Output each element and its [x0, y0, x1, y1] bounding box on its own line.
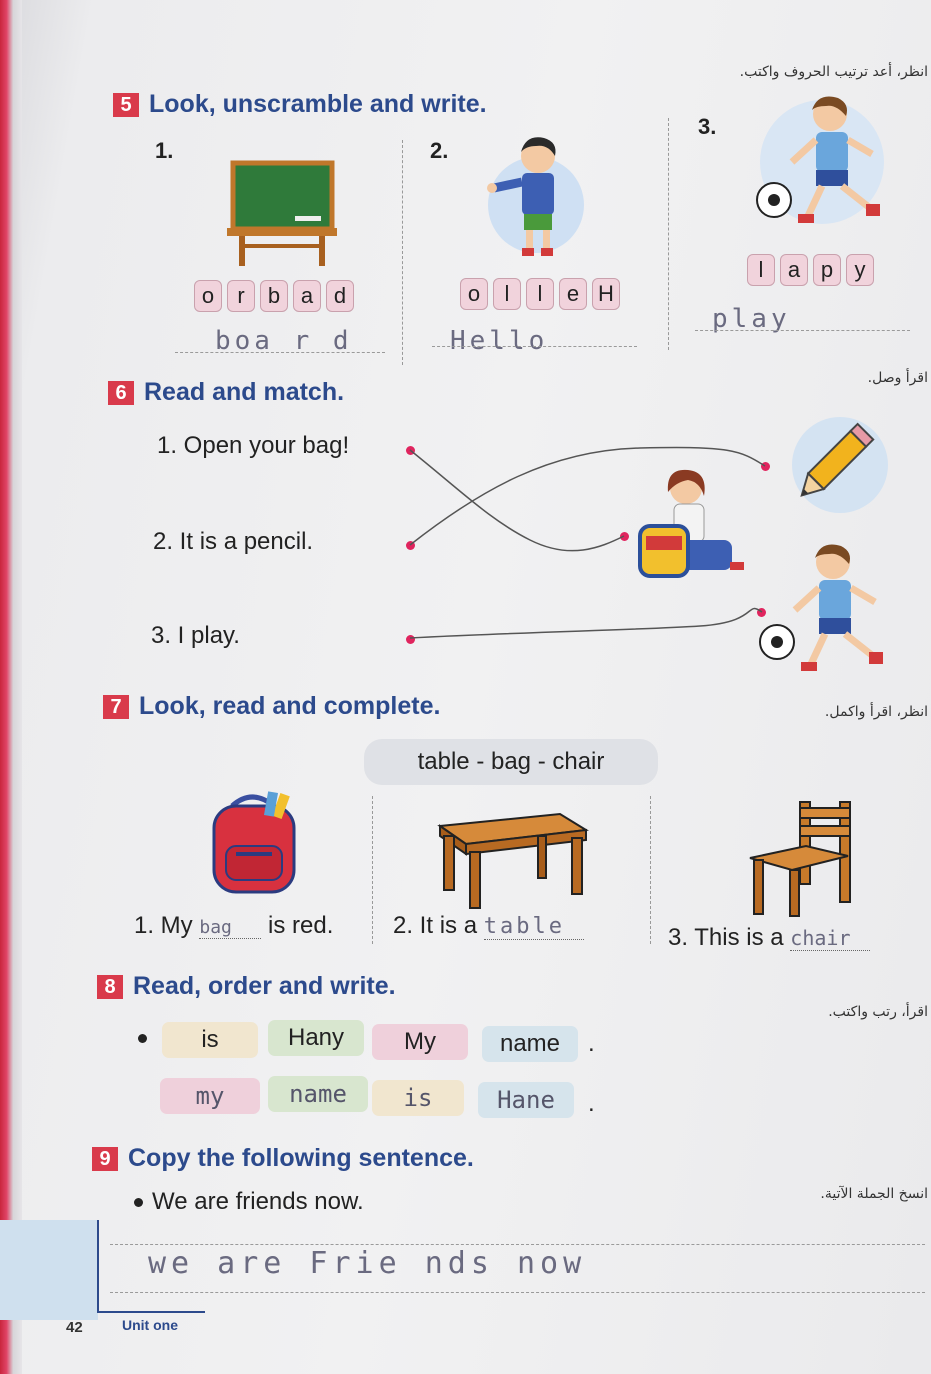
- letter-tile: y: [846, 254, 874, 286]
- s8-title: Read, order and write.: [133, 972, 396, 1000]
- letter-tile: p: [813, 254, 841, 286]
- s5-divider-2: [668, 118, 669, 350]
- bullet-icon: [134, 1198, 143, 1207]
- s5-answer-line-2: [432, 346, 637, 347]
- s6-number: 6: [108, 381, 134, 405]
- letter-tile: b: [260, 280, 288, 312]
- s6-sentence-1: 1. Open your bag!: [157, 432, 350, 459]
- chair-icon: [744, 798, 859, 918]
- boy-waving-icon: [478, 130, 584, 262]
- chalkboard-icon: [225, 160, 340, 270]
- s9-answer[interactable]: we are Frie nds now: [148, 1246, 587, 1281]
- letter-tile: o: [194, 280, 222, 312]
- s5-answer-line-3: [695, 330, 910, 331]
- s7-item1-pre: 1. My: [134, 912, 193, 939]
- s6-sentence-3: 3. I play.: [151, 622, 240, 649]
- s8-answer-1[interactable]: my: [160, 1078, 260, 1114]
- footer-rule: [97, 1311, 205, 1313]
- s8-answer-period: .: [588, 1090, 595, 1117]
- letter-tile: a: [780, 254, 808, 286]
- s5-answer-1[interactable]: boa r d: [215, 326, 353, 356]
- s5-item3-tiles: [747, 254, 879, 286]
- s6-header: [108, 378, 344, 407]
- s5-answer-line-1: [175, 352, 385, 353]
- s9-title: Copy the following sentence.: [128, 1144, 474, 1172]
- s8-answer-3[interactable]: is: [372, 1080, 464, 1116]
- letter-tile: e: [559, 278, 587, 310]
- letter-tile: a: [293, 280, 321, 312]
- page-edge: [0, 0, 22, 1374]
- s9-line-2: [110, 1292, 925, 1293]
- s7-item1-post: is red.: [268, 912, 334, 939]
- letter-tile: d: [326, 280, 354, 312]
- letter-tile: o: [460, 278, 488, 310]
- s8-answer-2[interactable]: name: [268, 1076, 368, 1112]
- letter-tile: l: [747, 254, 775, 286]
- s8-period: .: [588, 1030, 595, 1057]
- s7-item-3: [668, 924, 870, 952]
- s9-header: [92, 1144, 474, 1173]
- s5-answer-3[interactable]: play: [712, 304, 791, 334]
- bullet-icon: [138, 1034, 147, 1043]
- s5-item1-tiles: [194, 280, 359, 312]
- s8-header: [97, 972, 396, 1001]
- s9-number: 9: [92, 1147, 118, 1171]
- letter-tile: l: [493, 278, 521, 310]
- boy-soccer-icon: [755, 540, 890, 685]
- s7-item2-pre: 2. It is a: [393, 912, 478, 939]
- s8-answer-4[interactable]: Hane: [478, 1082, 574, 1118]
- corner-panel: [0, 1220, 98, 1320]
- letter-tile: r: [227, 280, 255, 312]
- s8-word-1: is: [162, 1022, 258, 1058]
- page-number: 42: [66, 1319, 83, 1336]
- s5-item3-num: 3.: [698, 114, 717, 139]
- s5-header: [113, 90, 487, 119]
- s7-item-1: [134, 912, 333, 940]
- backpack-icon: [196, 788, 311, 896]
- s9-arabic: انسخ الجملة الآتية.: [820, 1186, 928, 1202]
- s9-sentence: We are friends now.: [152, 1188, 364, 1215]
- s7-arabic: انظر، اقرأ واكمل.: [824, 704, 928, 720]
- pencil-icon: [780, 410, 890, 520]
- unit-label: Unit one: [122, 1317, 178, 1333]
- s5-item2-num: 2.: [430, 138, 449, 163]
- s9-line-1: [110, 1244, 925, 1245]
- s7-header: [103, 692, 440, 721]
- s6-arabic: اقرأ وصل.: [867, 370, 928, 386]
- s5-title: Look, unscramble and write.: [149, 90, 487, 118]
- s6-title: Read and match.: [144, 378, 345, 406]
- s7-answer-2[interactable]: table: [484, 914, 584, 940]
- s8-word-2: Hany: [268, 1020, 364, 1056]
- s5-item1-num: 1.: [155, 138, 174, 163]
- writing-area-border: [97, 1220, 99, 1312]
- s5-divider-1: [402, 140, 403, 365]
- s6-sentence-2: 2. It is a pencil.: [153, 528, 314, 555]
- s8-arabic: اقرأ، رتب واكتب.: [828, 1004, 928, 1020]
- s5-arabic: انظر، أعد ترتيب الحروف واكتب.: [739, 64, 928, 80]
- s8-number: 8: [97, 975, 123, 999]
- letter-tile: l: [526, 278, 554, 310]
- s7-answer-3[interactable]: chair: [790, 926, 870, 951]
- s7-number: 7: [103, 695, 129, 719]
- s8-word-4: name: [482, 1026, 578, 1062]
- s7-item3-pre: 3. This is a: [668, 924, 784, 951]
- s5-answer-2[interactable]: Hello: [450, 326, 549, 356]
- table-icon: [434, 808, 589, 910]
- s5-item2-tiles: [460, 278, 625, 310]
- s7-word-box: table - bag - chair: [364, 739, 658, 785]
- letter-tile: H: [592, 278, 620, 310]
- boy-soccer-icon: [752, 92, 887, 237]
- s5-number: 5: [113, 93, 139, 117]
- s7-divider-2: [650, 796, 651, 944]
- s7-title: Look, read and complete.: [139, 692, 441, 720]
- s7-answer-1[interactable]: bag: [199, 917, 261, 939]
- s7-item-2: [393, 912, 584, 940]
- girl-with-bag-icon: [636, 466, 751, 586]
- s8-word-3: My: [372, 1024, 468, 1060]
- s7-divider-1: [372, 796, 373, 944]
